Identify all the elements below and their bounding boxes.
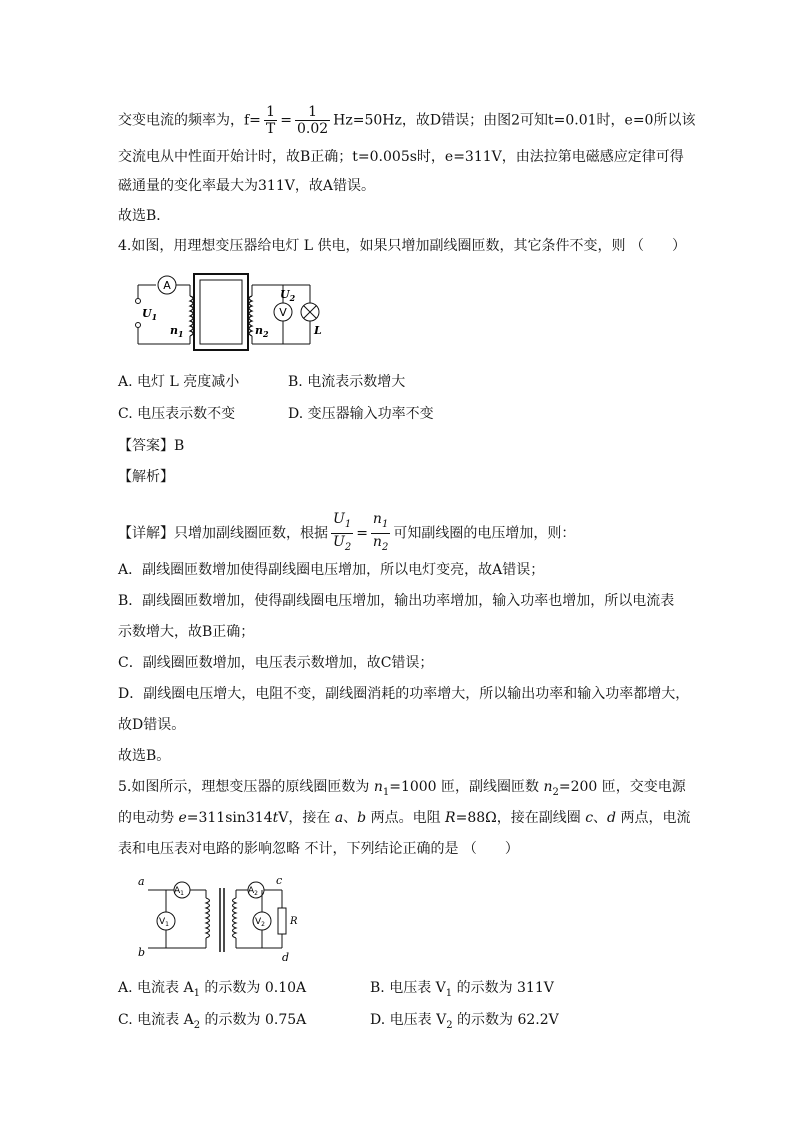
- resistor-icon: [278, 908, 286, 934]
- q4-detail-line: 【详解】只增加副线圈匝数，根据 $\frac{U_1}{U_2}$ = $\frac{n_1}{n_2}$ 可知副线圈的电压增加，则：: [118, 511, 575, 556]
- q5-line1: 5.如图所示，理想变压器的原线圈匝数为 $n_1=1000$ 匝，副线圈匝数 $n_2=200$ 匝，交变电源: [118, 779, 686, 798]
- frac-num: 1: [264, 104, 277, 121]
- p1-line2: 交流电从中性面开始计时，故B正确；t=0.005s时，e=311V，由法拉第电磁感应定律可得: [118, 149, 684, 165]
- q4-detail-c: C．副线圈匝数增加，电压表示数增加，故C错误；: [118, 655, 434, 671]
- q4-option-c: C. 电压表示数不变: [118, 406, 236, 422]
- secondary-coil: [249, 296, 252, 336]
- n2-label: $n_2$: [255, 324, 269, 339]
- q5-line2: 的电动势 e=311sin314tV，接在 a、b 两点。电阻 R=88Ω，接在副线圈 c、d 两点，电流: [118, 810, 691, 826]
- frac-den: 0.02: [297, 121, 329, 137]
- q5-transformer-figure: [136, 872, 304, 964]
- n1-label: $n_1$: [170, 324, 184, 339]
- primary-coil: [190, 296, 193, 336]
- q5-option-d: D. 电压表 $V_2$ 的示数为 62.2V: [370, 1012, 559, 1031]
- q4-choose: 故选B。: [118, 748, 171, 764]
- q4-analysis-heading: 【解析】: [118, 469, 174, 485]
- text: Hz=50Hz，故D错误；由图2可知t=0.01时，e=0所以该: [333, 112, 696, 129]
- text: 可知副线圈的电压增加，则：: [393, 525, 576, 542]
- a1-label: $A_1$: [174, 886, 184, 897]
- q4-option-b: B. 电流表示数增大: [288, 374, 406, 390]
- q4-stem: 4.如图，用理想变压器给电灯 L 供电，如果只增加副线圈匝数，其它条件不变，则 （ ）: [118, 238, 687, 254]
- q5-option-a: A. 电流表 $A_1$ 的示数为 0.10A: [118, 980, 307, 999]
- q4-option-a: A. 电灯 L 亮度减小: [118, 374, 240, 390]
- voltmeter-label: V: [279, 306, 287, 319]
- fraction-u1-over-u2: $\frac{U_1}{U_2}$: [333, 511, 352, 553]
- q5-line3: 表和电压表对电路的影响忽略 不计，下列结论正确的是 （ ）: [118, 841, 519, 857]
- equals: =: [280, 112, 292, 129]
- terminal-b-label: b: [138, 946, 146, 959]
- text: 交变电流的频率为，f=: [118, 112, 261, 129]
- v1-label: $V_1$: [159, 917, 169, 928]
- q4-transformer-figure: [128, 270, 338, 354]
- ammeter-label: A: [163, 279, 171, 292]
- lamp-label: L: [314, 324, 322, 337]
- q4-answer: 【答案】B: [118, 438, 185, 454]
- terminal-d-label: d: [282, 951, 290, 964]
- fraction-1-over-T: [264, 104, 277, 137]
- q5-secondary-coil: [233, 898, 237, 938]
- q4-detail-d2: 故D错误。: [118, 717, 186, 733]
- q5-primary-coil: [206, 898, 210, 938]
- terminal-a-label: a: [138, 875, 145, 888]
- terminal-c-label: c: [276, 874, 283, 887]
- q4-option-d: D. 变压器输入功率不变: [288, 406, 434, 422]
- q4-detail-a: A．副线圈匝数增加使得副线圈电压增加，所以电灯变亮，故A错误；: [118, 562, 545, 578]
- u1-label: $U_1$: [142, 307, 158, 322]
- p1-line4: 故选B．: [118, 208, 171, 224]
- u2-label: $U_2$: [280, 288, 296, 303]
- q4-detail-d1: D．副线圈电压增大，电阻不变，副线圈消耗的功率增大，所以输出功率和输入功率都增大，: [118, 686, 690, 702]
- q5-option-c: C. 电流表 $A_2$ 的示数为 0.75A: [118, 1012, 307, 1031]
- q5-option-b: B. 电压表 $V_1$ 的示数为 311V: [370, 980, 554, 999]
- fraction-1-over-002: [295, 104, 330, 137]
- v2-label: $V_2$: [255, 917, 265, 928]
- frac-num: 1: [295, 104, 330, 121]
- text: 【详解】只增加副线圈匝数，根据: [118, 525, 328, 542]
- p1-line3: 磁通量的变化率最大为311V，故A错误。: [118, 178, 375, 194]
- p1-line1: [118, 104, 695, 137]
- resistor-label: R: [290, 916, 298, 927]
- fraction-n1-over-n2: $\frac{n_1}{n_2}$: [372, 511, 389, 553]
- frac-den: T: [265, 121, 276, 137]
- a2-label: $A_2$: [248, 886, 258, 897]
- q4-detail-b1: B．副线圈匝数增加，使得副线圈电压增加，输出功率增加，输入功率也增加，所以电流表: [118, 593, 675, 609]
- q4-detail-b2: 示数增大，故B正确；: [118, 624, 255, 640]
